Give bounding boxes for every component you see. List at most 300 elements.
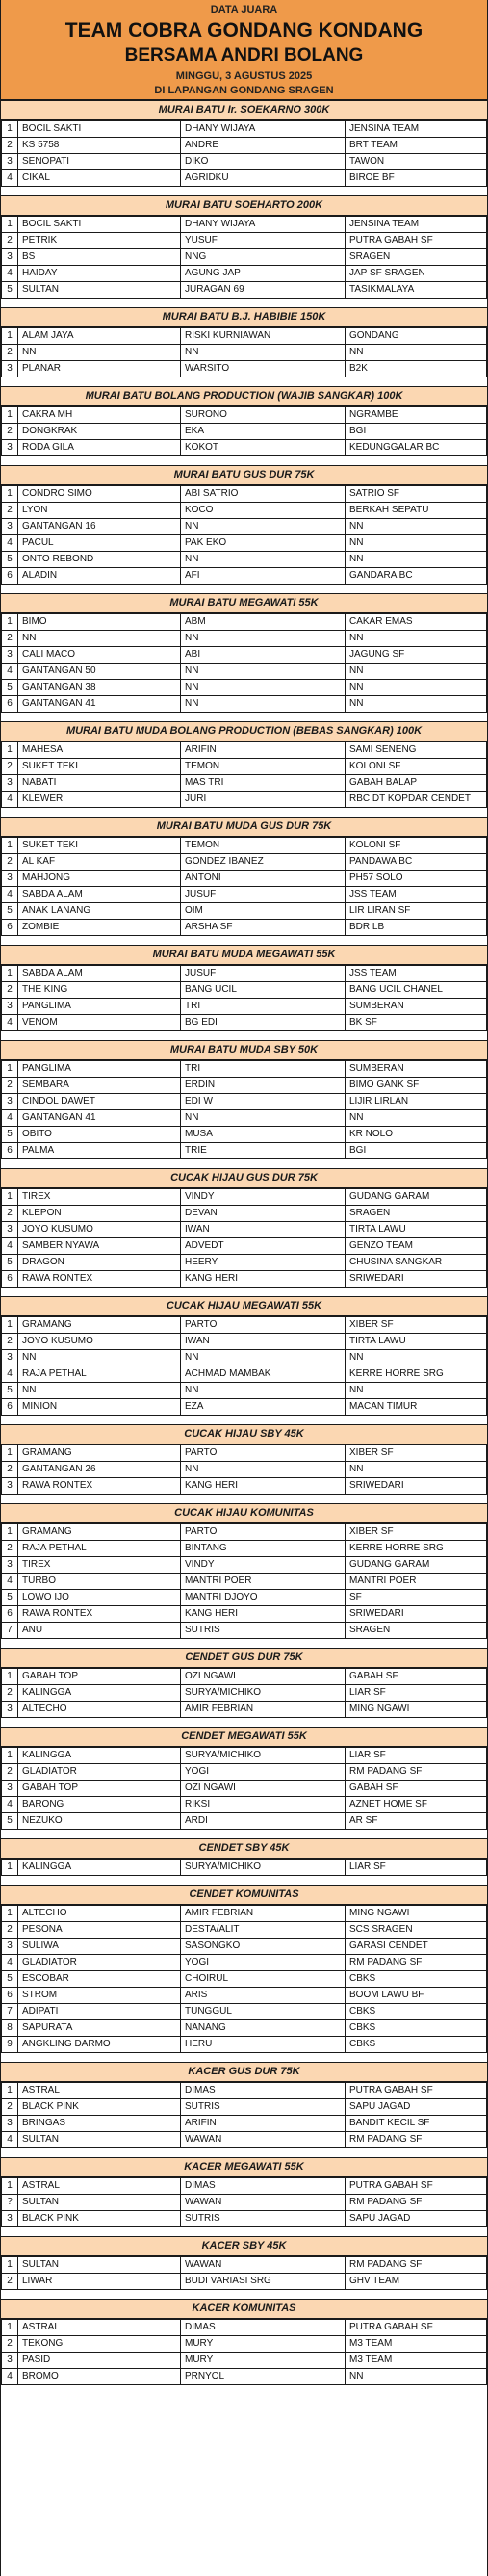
team-cell: GARASI CENDET	[346, 1939, 487, 1955]
rank-cell: 2	[2, 759, 18, 775]
section-gap	[1, 1639, 487, 1648]
results-table	[1, 485, 487, 585]
team-cell: JSS TEAM	[346, 966, 487, 982]
bird-name-cell: NN	[18, 631, 181, 647]
section-title: MURAI BATU MEGAWATI 55K	[1, 593, 487, 613]
team-cell: SF	[346, 1590, 487, 1606]
owner-cell: JUSUF	[181, 887, 346, 903]
table-row	[2, 2116, 487, 2132]
team-cell: SAPU JAGAD	[346, 2099, 487, 2116]
rank-cell: 3	[2, 1702, 18, 1718]
owner-cell: NN	[181, 1462, 346, 1478]
bird-name-cell: ALTECHO	[18, 1906, 181, 1922]
owner-cell: DHANY WIJAYA	[181, 217, 346, 233]
team-cell: NN	[346, 2369, 487, 2385]
bird-name-cell: PLANAR	[18, 361, 181, 377]
rank-cell: 3	[2, 871, 18, 887]
bird-name-cell: BROMO	[18, 2369, 181, 2385]
bird-name-cell: ALTECHO	[18, 1702, 181, 1718]
table-row	[2, 249, 487, 266]
rank-cell: 1	[2, 1669, 18, 1685]
team-cell: CBKS	[346, 1971, 487, 1988]
table-row	[2, 2132, 487, 2148]
bird-name-cell: SUKET TEKI	[18, 838, 181, 854]
rank-cell: 4	[2, 1574, 18, 1590]
team-cell: BOOM LAWU BF	[346, 1988, 487, 2004]
table-row	[2, 1127, 487, 1143]
team-cell: KERRE HORRE SRG	[346, 1366, 487, 1383]
rank-cell: 2	[2, 1541, 18, 1557]
bird-name-cell: BIMO	[18, 614, 181, 631]
owner-cell: OZI NGAWI	[181, 1669, 346, 1685]
table-row	[2, 361, 487, 377]
bird-name-cell: GABAH TOP	[18, 1781, 181, 1797]
rank-cell: 2	[2, 982, 18, 999]
section-gap	[1, 299, 487, 307]
table-row	[2, 1955, 487, 1971]
owner-cell: NN	[181, 552, 346, 568]
results-section	[1, 195, 487, 299]
team-cell: LIAR SF	[346, 1860, 487, 1876]
bird-name-cell: SABDA ALAM	[18, 887, 181, 903]
team-cell: BANDIT KECIL SF	[346, 2116, 487, 2132]
rank-cell: 4	[2, 1366, 18, 1383]
bird-name-cell: PACUL	[18, 535, 181, 552]
table-row	[2, 1813, 487, 1830]
section-gap	[1, 1416, 487, 1424]
results-section	[1, 1503, 487, 1639]
team-cell: NN	[346, 1383, 487, 1399]
section-gap	[1, 2227, 487, 2236]
bird-name-cell: GANTANGAN 50	[18, 664, 181, 680]
bird-name-cell: RAJA PETHAL	[18, 1541, 181, 1557]
results-section	[1, 1885, 487, 2053]
owner-cell: KOCO	[181, 503, 346, 519]
bird-name-cell: KLEWER	[18, 792, 181, 808]
owner-cell: NN	[181, 345, 346, 361]
owner-cell: KOKOT	[181, 440, 346, 456]
table-row	[2, 1748, 487, 1764]
bird-name-cell: MAHJONG	[18, 871, 181, 887]
table-row	[2, 854, 487, 871]
team-cell: GABAH SF	[346, 1781, 487, 1797]
section-gap	[1, 1718, 487, 1727]
bird-name-cell: ANU	[18, 1623, 181, 1639]
rank-cell: 3	[2, 361, 18, 377]
rank-cell: 2	[2, 854, 18, 871]
owner-cell: AMIR FEBRIAN	[181, 1906, 346, 1922]
owner-cell: SUTRIS	[181, 1623, 346, 1639]
table-row	[2, 775, 487, 792]
owner-cell: WAWAN	[181, 2195, 346, 2211]
results-section	[1, 2062, 487, 2148]
bird-name-cell: LIWAR	[18, 2274, 181, 2290]
rank-cell: 4	[2, 170, 18, 187]
rank-cell: 2	[2, 503, 18, 519]
owner-cell: TUNGGUL	[181, 2004, 346, 2020]
team-cell: MACAN TIMUR	[346, 1399, 487, 1416]
owner-cell: AGUNG JAP	[181, 266, 346, 282]
team-cell: PUTRA GABAH SF	[346, 2320, 487, 2336]
owner-cell: DIMAS	[181, 2320, 346, 2336]
table-row	[2, 2320, 487, 2336]
owner-cell: PARTO	[181, 1317, 346, 1334]
team-cell: NGRAMBE	[346, 407, 487, 424]
team-cell: LIAR SF	[346, 1685, 487, 1702]
rank-cell: 2	[2, 1922, 18, 1939]
results-table	[1, 613, 487, 713]
section-title: CENDET KOMUNITAS	[1, 1885, 487, 1905]
team-cell: GUDANG GARAM	[346, 1189, 487, 1206]
table-row	[2, 1971, 487, 1988]
table-row	[2, 838, 487, 854]
table-row	[2, 1271, 487, 1288]
bird-name-cell: GANTANGAN 41	[18, 696, 181, 713]
team-cell: BIROE BF	[346, 170, 487, 187]
owner-cell: ERDIN	[181, 1078, 346, 1094]
rank-cell: 4	[2, 792, 18, 808]
results-section	[1, 1648, 487, 1718]
rank-cell: 3	[2, 1781, 18, 1797]
team-cell: SAPU JAGAD	[346, 2211, 487, 2227]
section-title: KACER MEGAWATI 55K	[1, 2157, 487, 2177]
bird-name-cell: OBITO	[18, 1127, 181, 1143]
team-cell: LIJIR LIRLAN	[346, 1094, 487, 1110]
table-row	[2, 1939, 487, 1955]
rank-cell: 2	[2, 2099, 18, 2116]
section-gap	[1, 1876, 487, 1885]
section-title: CUCAK HIJAU SBY 45K	[1, 1424, 487, 1444]
table-row	[2, 345, 487, 361]
team-cell: TIRTA LAWU	[346, 1222, 487, 1238]
rank-cell: 5	[2, 1255, 18, 1271]
owner-cell: NN	[181, 1110, 346, 1127]
table-row	[2, 424, 487, 440]
owner-cell: HEERY	[181, 1255, 346, 1271]
bird-name-cell: RAWA RONTEX	[18, 1271, 181, 1288]
bird-name-cell: ANGKLING DARMO	[18, 2037, 181, 2053]
owner-cell: KANG HERI	[181, 1271, 346, 1288]
bird-name-cell: VENOM	[18, 1015, 181, 1031]
rank-cell: 4	[2, 664, 18, 680]
owner-cell: HERU	[181, 2037, 346, 2053]
table-row	[2, 138, 487, 154]
table-row	[2, 920, 487, 936]
bird-name-cell: GANTANGAN 38	[18, 680, 181, 696]
bird-name-cell: PANGLIMA	[18, 1061, 181, 1078]
bird-name-cell: ONTO REBOND	[18, 552, 181, 568]
rank-cell: 3	[2, 1094, 18, 1110]
bird-name-cell: BOCIL SAKTI	[18, 217, 181, 233]
owner-cell: ABI SATRIO	[181, 486, 346, 503]
rank-cell: 2	[2, 631, 18, 647]
owner-cell: BUDI VARIASI SRG	[181, 2274, 346, 2290]
bird-name-cell: SULTAN	[18, 2132, 181, 2148]
bird-name-cell: CAKRA MH	[18, 407, 181, 424]
team-cell: SUMBERAN	[346, 1061, 487, 1078]
bird-name-cell: CALI MACO	[18, 647, 181, 664]
rank-cell: 3	[2, 2116, 18, 2132]
team-cell: NN	[346, 1110, 487, 1127]
table-row	[2, 1988, 487, 2004]
table-row	[2, 999, 487, 1015]
team-cell: TASIKMALAYA	[346, 282, 487, 299]
owner-cell: PARTO	[181, 1445, 346, 1462]
results-section	[1, 817, 487, 936]
owner-cell: WAWAN	[181, 2257, 346, 2274]
table-row	[2, 664, 487, 680]
bird-name-cell: JOYO KUSUMO	[18, 1334, 181, 1350]
team-cell: RM PADANG SF	[346, 1764, 487, 1781]
team-cell: GONDANG	[346, 328, 487, 345]
team-cell: JSS TEAM	[346, 887, 487, 903]
section-gap	[1, 1159, 487, 1168]
results-table	[1, 965, 487, 1031]
bird-name-cell: NN	[18, 345, 181, 361]
bird-name-cell: PANGLIMA	[18, 999, 181, 1015]
owner-cell: OIM	[181, 903, 346, 920]
team-cell: M3 TEAM	[346, 2336, 487, 2353]
table-row	[2, 1669, 487, 1685]
rank-cell: 4	[2, 887, 18, 903]
owner-cell: ABM	[181, 614, 346, 631]
team-cell: NN	[346, 535, 487, 552]
bird-name-cell: GRAMANG	[18, 1524, 181, 1541]
table-row	[2, 1524, 487, 1541]
team-cell: TAWON	[346, 154, 487, 170]
rank-cell: 2	[2, 1206, 18, 1222]
bird-name-cell: BOCIL SAKTI	[18, 121, 181, 138]
team-cell: BRT TEAM	[346, 138, 487, 154]
bird-name-cell: MAHESA	[18, 742, 181, 759]
table-row	[2, 696, 487, 713]
bird-name-cell: GANTANGAN 26	[18, 1462, 181, 1478]
section-gap	[1, 456, 487, 465]
table-row	[2, 154, 487, 170]
section-title: MURAI BATU MUDA SBY 50K	[1, 1040, 487, 1060]
owner-cell: ARIFIN	[181, 2116, 346, 2132]
owner-cell: AMIR FEBRIAN	[181, 1702, 346, 1718]
section-gap	[1, 1830, 487, 1838]
rank-cell: 1	[2, 486, 18, 503]
rank-cell: 4	[2, 1110, 18, 1127]
table-row	[2, 647, 487, 664]
owner-cell: NNG	[181, 249, 346, 266]
team-cell: NN	[346, 552, 487, 568]
owner-cell: PAK EKO	[181, 535, 346, 552]
table-row	[2, 2274, 487, 2290]
owner-cell: RISKI KURNIAWAN	[181, 328, 346, 345]
results-table	[1, 1523, 487, 1639]
rank-cell: 1	[2, 328, 18, 345]
bird-name-cell: LYON	[18, 503, 181, 519]
table-row	[2, 121, 487, 138]
owner-cell: DEVAN	[181, 1206, 346, 1222]
results-table	[1, 216, 487, 299]
table-row	[2, 170, 487, 187]
table-row	[2, 759, 487, 775]
table-row	[2, 2353, 487, 2369]
section-gap	[1, 1031, 487, 1040]
table-row	[2, 568, 487, 585]
team-cell: XIBER SF	[346, 1445, 487, 1462]
section-title: MURAI BATU MUDA GUS DUR 75K	[1, 817, 487, 837]
owner-cell: ABI	[181, 647, 346, 664]
team-cell: BDR LB	[346, 920, 487, 936]
rank-cell: 1	[2, 614, 18, 631]
rank-cell: 1	[2, 1906, 18, 1922]
rank-cell: 2	[2, 2336, 18, 2353]
rank-cell: 1	[2, 1061, 18, 1078]
section-title: CUCAK HIJAU GUS DUR 75K	[1, 1168, 487, 1188]
rank-cell: 1	[2, 1445, 18, 1462]
rank-cell: 1	[2, 407, 18, 424]
team-cell: PANDAWA BC	[346, 854, 487, 871]
team-cell: SRIWEDARI	[346, 1606, 487, 1623]
results-table	[1, 2177, 487, 2227]
team-cell: SRAGEN	[346, 1206, 487, 1222]
results-table	[1, 120, 487, 187]
owner-cell: TEMON	[181, 759, 346, 775]
table-row	[2, 792, 487, 808]
owner-cell: KANG HERI	[181, 1606, 346, 1623]
team-cell: XIBER SF	[346, 1317, 487, 1334]
table-row	[2, 1366, 487, 1383]
bird-name-cell: SULTAN	[18, 2257, 181, 2274]
rank-cell: 3	[2, 2211, 18, 2227]
team-cell: LIAR SF	[346, 1748, 487, 1764]
table-row	[2, 1922, 487, 1939]
team-title: TEAM COBRA GONDANG KONDANG	[64, 19, 424, 41]
team-cell: SRAGEN	[346, 1623, 487, 1639]
results-table	[1, 2319, 487, 2385]
table-row	[2, 1110, 487, 1127]
bird-name-cell: SULTAN	[18, 2195, 181, 2211]
team-cell: RM PADANG SF	[346, 1955, 487, 1971]
rank-cell: ?	[2, 2195, 18, 2211]
bird-name-cell: PESONA	[18, 1922, 181, 1939]
section-title: KACER KOMUNITAS	[1, 2299, 487, 2319]
results-table	[1, 837, 487, 936]
table-row	[2, 1606, 487, 1623]
section-title: KACER GUS DUR 75K	[1, 2062, 487, 2082]
table-row	[2, 1590, 487, 1606]
owner-cell: WAWAN	[181, 2132, 346, 2148]
rank-cell: 4	[2, 1015, 18, 1031]
team-cell: NN	[346, 680, 487, 696]
section-title: CENDET GUS DUR 75K	[1, 1648, 487, 1668]
bird-name-cell: RODA GILA	[18, 440, 181, 456]
rank-cell: 5	[2, 1813, 18, 1830]
table-row	[2, 503, 487, 519]
table-row	[2, 1541, 487, 1557]
owner-cell: CHOIRUL	[181, 1971, 346, 1988]
owner-cell: MURY	[181, 2336, 346, 2353]
bird-name-cell: GANTANGAN 16	[18, 519, 181, 535]
team-cell: SCS SRAGEN	[346, 1922, 487, 1939]
results-section	[1, 721, 487, 808]
team-cell: PH57 SOLO	[346, 871, 487, 887]
owner-cell: IWAN	[181, 1334, 346, 1350]
owner-cell: ADVEDT	[181, 1238, 346, 1255]
table-row	[2, 1334, 487, 1350]
results-table	[1, 1859, 487, 1876]
table-row	[2, 2178, 487, 2195]
rank-cell: 2	[2, 345, 18, 361]
rank-cell: 1	[2, 838, 18, 854]
bird-name-cell: PETRIK	[18, 233, 181, 249]
team-subtitle: BERSAMA ANDRI BOLANG	[124, 45, 364, 65]
section-gap	[1, 2148, 487, 2157]
table-row	[2, 2369, 487, 2385]
table-row	[2, 966, 487, 982]
owner-cell: KANG HERI	[181, 1478, 346, 1495]
table-row	[2, 903, 487, 920]
table-row	[2, 1462, 487, 1478]
results-section	[1, 1168, 487, 1288]
owner-cell: TRIE	[181, 1143, 346, 1159]
table-row	[2, 1906, 487, 1922]
bird-name-cell: KALINGGA	[18, 1685, 181, 1702]
team-cell: JENSINA TEAM	[346, 121, 487, 138]
results-section	[1, 2299, 487, 2385]
bird-name-cell: KLEPON	[18, 1206, 181, 1222]
owner-cell: EZA	[181, 1399, 346, 1416]
owner-cell: EKA	[181, 424, 346, 440]
table-row	[2, 1238, 487, 1255]
section-title: KACER SBY 45K	[1, 2236, 487, 2256]
team-cell: NN	[346, 519, 487, 535]
section-title: MURAI BATU Ir. SOEKARNO 300K	[1, 100, 487, 120]
section-title: CENDET SBY 45K	[1, 1838, 487, 1859]
bird-name-cell: AL KAF	[18, 854, 181, 871]
rank-cell: 7	[2, 2004, 18, 2020]
team-cell: JAGUNG SF	[346, 647, 487, 664]
table-row	[2, 631, 487, 647]
table-row	[2, 680, 487, 696]
bird-name-cell: GANTANGAN 41	[18, 1110, 181, 1127]
rank-cell: 3	[2, 440, 18, 456]
results-section	[1, 1424, 487, 1495]
table-row	[2, 1061, 487, 1078]
team-cell: M3 TEAM	[346, 2353, 487, 2369]
rank-cell: 4	[2, 2369, 18, 2385]
team-cell: CBKS	[346, 2037, 487, 2053]
team-cell: PUTRA GABAH SF	[346, 2083, 487, 2099]
rank-cell: 4	[2, 1955, 18, 1971]
bird-name-cell: NABATI	[18, 775, 181, 792]
results-section	[1, 100, 487, 187]
team-cell: BGI	[346, 1143, 487, 1159]
table-row	[2, 1445, 487, 1462]
rank-cell: 3	[2, 519, 18, 535]
team-cell: MANTRI POER	[346, 1574, 487, 1590]
section-gap	[1, 936, 487, 945]
results-table	[1, 742, 487, 808]
owner-cell: ARIS	[181, 1988, 346, 2004]
rank-cell: 3	[2, 647, 18, 664]
team-cell: GABAH SF	[346, 1669, 487, 1685]
team-cell: RM PADANG SF	[346, 2132, 487, 2148]
rank-cell: 3	[2, 154, 18, 170]
bird-name-cell: DRAGON	[18, 1255, 181, 1271]
owner-cell: WARSITO	[181, 361, 346, 377]
table-row	[2, 2083, 487, 2099]
owner-cell: NN	[181, 696, 346, 713]
team-cell: RM PADANG SF	[346, 2257, 487, 2274]
bird-name-cell: NN	[18, 1350, 181, 1366]
owner-cell: NN	[181, 631, 346, 647]
